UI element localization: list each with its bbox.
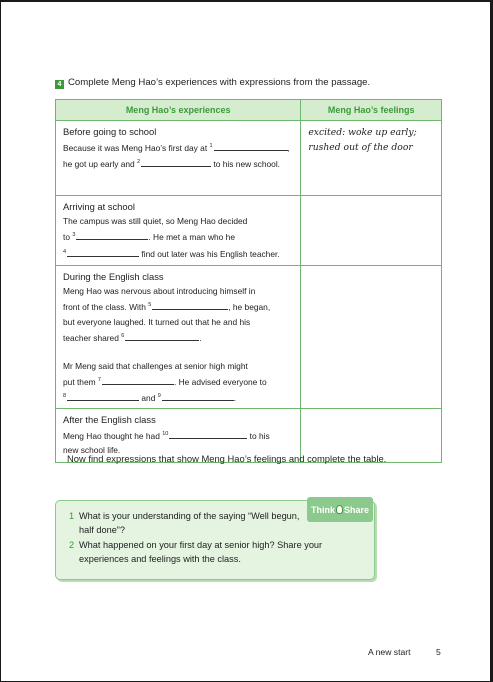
lightbulb-icon [336,505,343,514]
exercise-instruction [55,77,370,89]
exercise-number-badge: 4 [55,80,64,89]
blank-10[interactable] [169,428,247,439]
think-share-tab: Think Share [307,497,373,522]
footer-unit-title: A new start [368,647,411,657]
page-number: 5 [436,647,441,657]
blank-9[interactable] [162,390,234,401]
feeling-before-school: excited: woke up early; rushed out of the door [301,121,442,196]
question-2: 2 What happened on your first day at senior high? Share your experiences and feelings with the class. [69,540,323,564]
feeling-english-class[interactable] [301,266,442,409]
blank-1[interactable] [214,140,288,151]
row-title: Before going to school [63,126,157,137]
feeling-arriving-school[interactable] [301,196,442,266]
experiences-table [55,99,442,463]
row-after-class: After the English class Meng Hao thought he had $^{10}$ to his new school life. [56,408,301,462]
blank-2[interactable] [141,156,211,167]
instruction-text: Complete Meng Hao’s experiences with expressions from the passage. [68,77,371,88]
question-1: 1 What is your understanding of the saying “Well begun, half done”? [69,511,300,535]
blank-6[interactable] [125,330,199,341]
row-before-school: Before going to school Because it was Meng Hao’s first day at $^1$ , he got up early and $^2$ to his new school. [56,121,301,196]
blank-7[interactable] [102,374,174,385]
blank-3[interactable] [76,229,148,240]
row-arriving-school: Arriving at school The campus was still quiet, so Meng Hao decided to $^3$ . He met a man who he $^4$ find out later was his English teacher. [56,196,301,266]
blank-8[interactable] [67,390,139,401]
follow-up-instruction: Now find expressions that show Meng Hao’s feelings and complete the table. [67,453,387,464]
row-english-class: During the English class Meng Hao was nervous about introducing himself in front of the class. With $^5$ , he began, but everyone laughed. It turned out that he and his teacher shared $^6$ . Mr Meng said that challenges at senior high might put them $^7$ . He advised everyone to $^8$ and $^9$ . [56,266,301,409]
blank-4[interactable] [67,246,139,257]
header-experiences: Meng Hao’s experiences [56,100,301,121]
header-feelings: Meng Hao’s feelings [301,100,442,121]
blank-5[interactable] [152,299,228,310]
